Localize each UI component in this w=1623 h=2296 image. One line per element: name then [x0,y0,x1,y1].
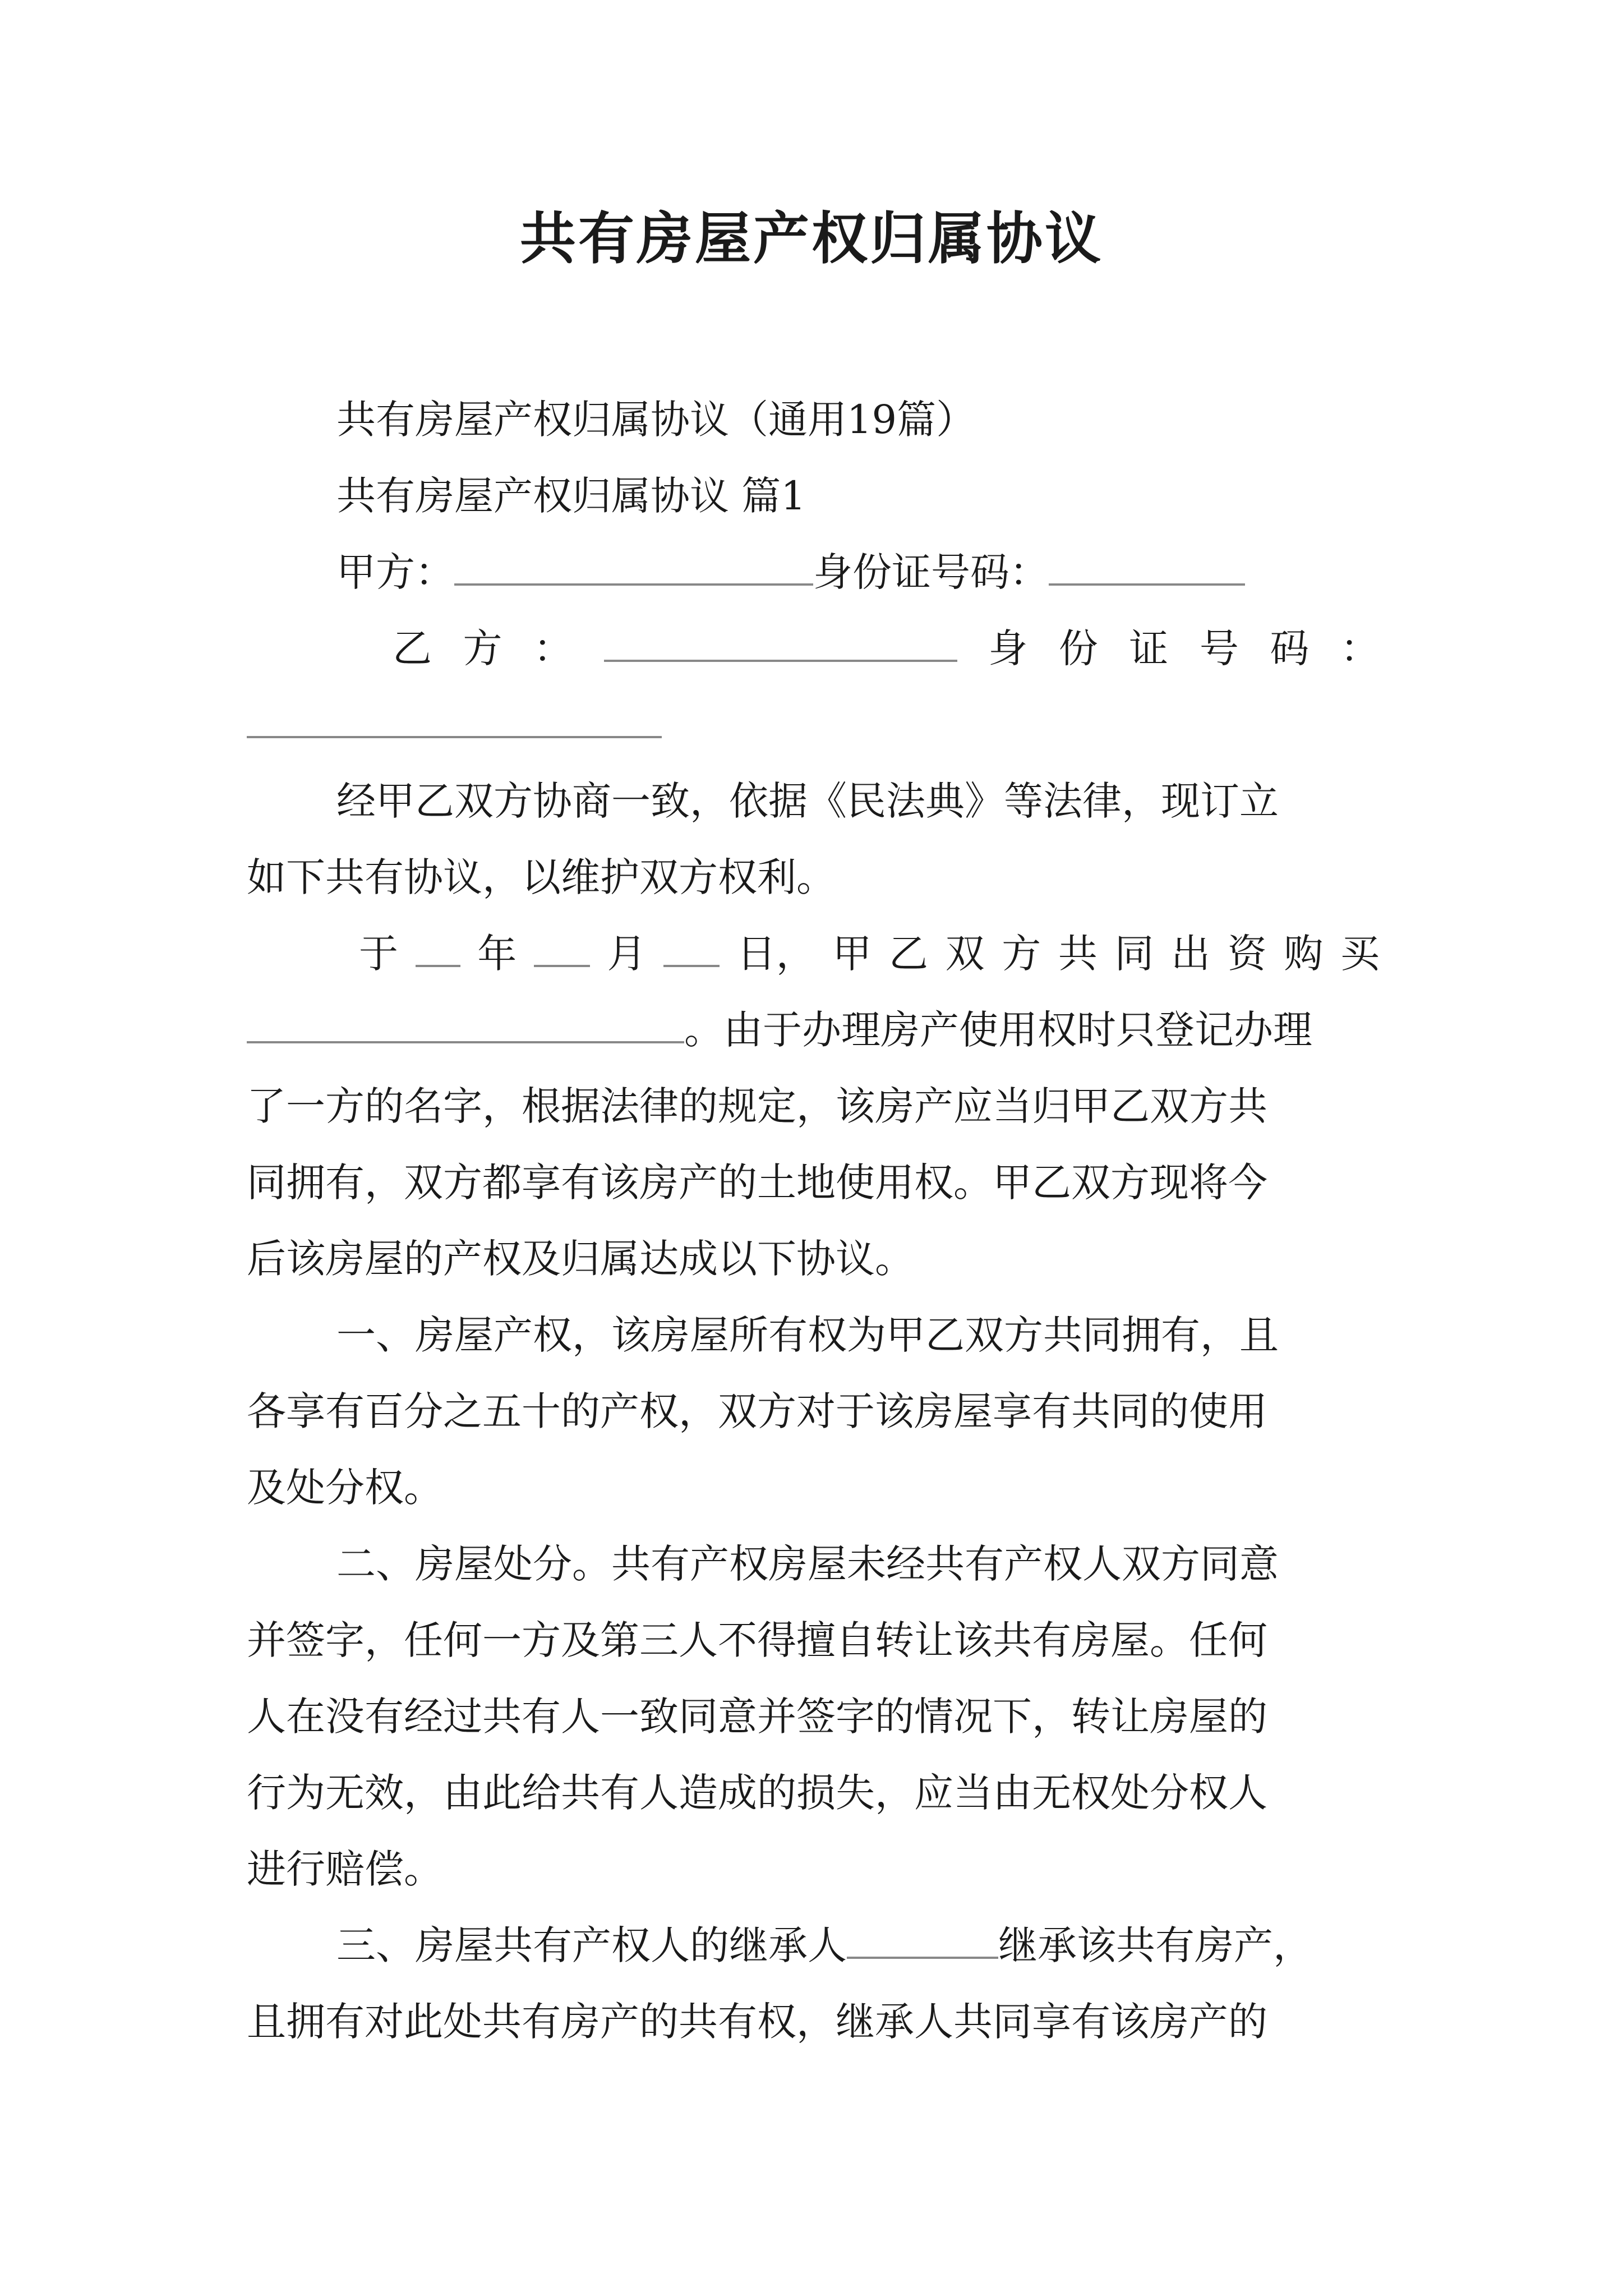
party-b-line [393,610,1380,687]
party-b-id-char: 身 [988,625,1028,671]
party-a-label: 甲方： [336,549,454,595]
party-b-char: 方 [463,625,502,671]
clause-3-head: 三、房屋共有产权人的继承人 [336,1922,847,1968]
party-b-id-blank [247,702,662,738]
text-char: 资 [1227,931,1267,977]
party-b-id-char: 号 [1199,625,1239,671]
text-char: 出 [1171,931,1211,977]
paragraph-line: 了一方的名字，根据法律的规定，该房产应当归甲乙双方共 [247,1083,1267,1129]
text-char: 甲 [832,931,872,977]
party-b-id-char: 证 [1129,625,1169,671]
text-char: 购 [1284,931,1324,977]
text-char: 买 [1340,931,1380,977]
clause-2-line: 行为无效，由此给共有人造成的损失，应当由无权处分权人 [247,1770,1267,1816]
clause-2-line: 二、房屋处分。共有产权房屋未经共有产权人双方同意 [336,1541,1279,1587]
text-char: 月 [607,931,647,977]
clause-3-line [336,1907,1380,1984]
party-a-id-blank [1049,550,1245,586]
text-char: 双 [945,931,985,977]
document-subtitle: 共有房屋产权归属协议（通用19篇） [336,397,976,443]
day-blank [663,931,720,967]
party-a-line [336,534,1380,610]
clause-2-line: 并签字，任何一方及第三人不得擅自转让该共有房屋。任何 [247,1617,1267,1663]
text-char: 同 [1114,931,1154,977]
party-b-id-char: 份 [1058,625,1098,671]
party-b-id-char: ： [1340,625,1380,671]
clause-3-line: 且拥有对此处共有房产的共有权，继承人共同享有该房产的 [247,1999,1267,2045]
clause-1-line: 一、房屋产权，该房屋所有权为甲乙双方共同拥有，且 [336,1312,1279,1358]
text-char: 乙 [889,931,928,977]
party-b-name-blank [604,626,957,662]
year-blank [416,931,460,967]
paragraph-line: 后该房屋的产权及归属达成以下协议。 [247,1236,914,1282]
clause-1-line: 各享有百分之五十的产权，双方对于该房屋享有共同的使用 [247,1388,1267,1434]
clause-2-line: 进行赔偿。 [247,1846,443,1892]
section-heading: 共有房屋产权归属协议 篇1 [336,473,806,519]
paragraph-line-tail: 。由于办理房产使用权时只登记办理 [684,1007,1312,1053]
purchase-date-line [359,915,1380,992]
party-a-name-blank [454,550,813,586]
paragraph-line: 同拥有，双方都享有该房产的土地使用权。甲乙双方现将今 [247,1159,1267,1205]
paragraph-line [247,992,1380,1068]
text-char: 共 [1058,931,1098,977]
text-char: 方 [1002,931,1041,977]
text-char: 日， [736,931,815,977]
clause-2-line: 人在没有经过共有人一致同意并签字的情况下，转让房屋的 [247,1694,1267,1740]
party-a-id-label: 身份证号码： [813,549,1049,595]
clause-1-line: 及处分权。 [247,1465,443,1511]
property-blank [247,1007,684,1043]
party-b-id-line [247,687,1380,763]
party-b-char: 乙 [393,625,432,671]
paragraph-line: 如下共有协议，以维护双方权利。 [247,854,836,900]
heir-blank [847,1923,998,1959]
document-title: 共有房屋产权归属协议 [520,205,1103,272]
paragraph-line: 经甲乙双方协商一致，依据《民法典》等法律，现订立 [336,778,1279,824]
month-blank [534,931,590,967]
party-b-id-char: 码 [1270,625,1310,671]
text-char: 年 [477,931,517,977]
text-char: 于 [359,931,398,977]
clause-3-tail: 继承该共有房产， [998,1922,1312,1968]
party-b-char: ： [533,625,573,671]
